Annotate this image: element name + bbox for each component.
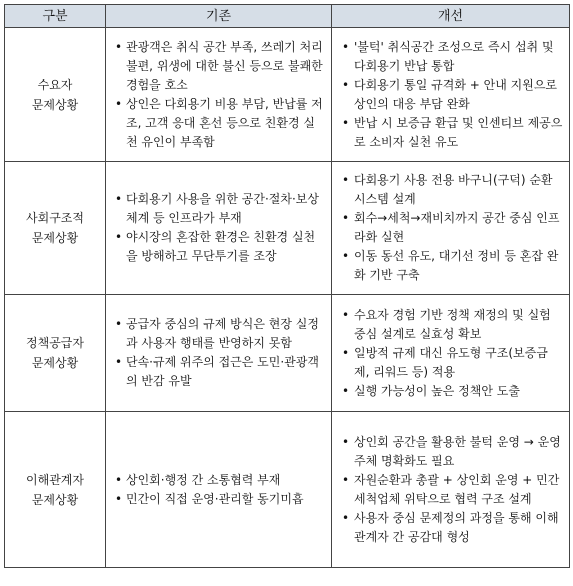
- existing-cell: [106, 162, 332, 295]
- table-row: [5, 295, 570, 412]
- header-category: 구분: [5, 5, 106, 28]
- row-category: 사회구조적 문제상황: [5, 162, 106, 295]
- header-improved: 개선: [332, 5, 570, 28]
- list-item: • 공급자 중심의 규제 방식은 현장 실정과 사용자 행태를 반영하지 못함: [112, 315, 325, 353]
- row-category: 이해관계자 문제상황: [5, 412, 106, 568]
- list-item: • 실행 가능성이 높은 정책안 도출: [338, 382, 563, 401]
- existing-cell: [106, 28, 332, 162]
- improved-cell: [332, 295, 570, 412]
- list-item: • 상인회 공간을 활용한 불턱 운영 → 운영주체 명확화도 필요: [338, 433, 563, 471]
- list-item: • 반납 시 보증금 환급 및 인센티브 제공으로 소비자 실천 유도: [338, 114, 563, 152]
- comparison-table-container: [4, 4, 569, 568]
- comparison-table: [4, 4, 570, 568]
- existing-cell: [106, 412, 332, 568]
- list-item: • 다회용기 사용을 위한 공간·절차·보상체계 등 인프라가 부재: [112, 190, 325, 228]
- list-item: • 상인회·행정 간 소통협력 부재: [112, 471, 325, 490]
- list-item: • 일방적 규제 대신 유도형 구조(보증금제, 리워드 등) 적용: [338, 344, 563, 382]
- list-item: • 상인은 다회용기 비용 부담, 반납률 저조, 고객 응대 혼선 등으로 친환경 실천 유인이 부족함: [112, 95, 325, 152]
- list-item: • 관광객은 취식 공간 부족, 쓰레기 처리 불편, 위생에 대한 불신 등으로 불쾌한 경험을 호소: [112, 38, 325, 95]
- list-item: • 회수→세척→재비치까지 공간 중심 인프라화 실현: [338, 209, 563, 247]
- existing-cell: [106, 295, 332, 412]
- list-item: • 자원순환과 총괄 + 상인회 운영 + 민간세척업체 위탁으로 협력 구조 설계: [338, 471, 563, 509]
- table-row: [5, 28, 570, 162]
- list-item: • 단속·규제 위주의 접근은 도민·관광객의 반감 유발: [112, 353, 325, 391]
- improved-cell: [332, 412, 570, 568]
- improved-cell: [332, 162, 570, 295]
- header-existing: 기존: [106, 5, 332, 28]
- table-header-row: [5, 5, 570, 28]
- row-category: 정책공급자 문제상황: [5, 295, 106, 412]
- list-item: • '불턱' 취식공간 조성으로 즉시 섭취 및 다회용기 반납 통합: [338, 38, 563, 76]
- table-row: [5, 412, 570, 568]
- improved-cell: [332, 28, 570, 162]
- table-row: [5, 162, 570, 295]
- list-item: • 수요자 경험 기반 정책 재정의 및 실험 중심 설계로 실효성 확보: [338, 306, 563, 344]
- list-item: • 야시장의 혼잡한 환경은 친환경 실천을 방해하고 무단투기를 조장: [112, 228, 325, 266]
- row-category: 수요자 문제상황: [5, 28, 106, 162]
- list-item: • 민간이 직접 운영·관리할 동기미흡: [112, 490, 325, 509]
- list-item: • 다회용기 사용 전용 바구니(구덕) 순환 시스템 설계: [338, 171, 563, 209]
- list-item: • 사용자 중심 문제정의 과정을 통해 이해관계자 간 공감대 형성: [338, 509, 563, 547]
- list-item: • 다회용기 통일 규격화 + 안내 지원으로 상인의 대응 부담 완화: [338, 76, 563, 114]
- list-item: • 이동 동선 유도, 대기선 정비 등 혼잡 완화 기반 구축: [338, 247, 563, 285]
